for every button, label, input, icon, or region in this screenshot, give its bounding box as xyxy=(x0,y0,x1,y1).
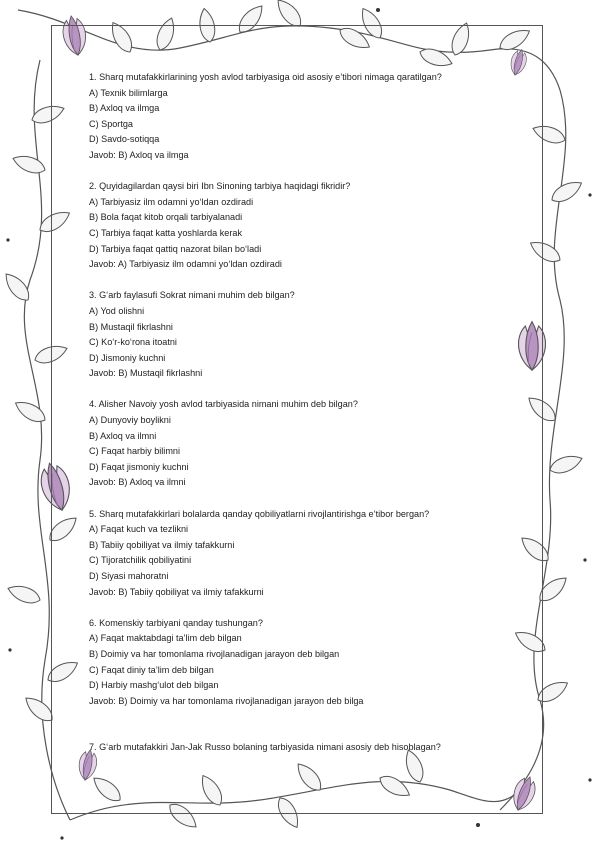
question-text: 6. Komenskiy tarbiyani qanday tushungan? xyxy=(89,617,263,628)
quiz-content xyxy=(89,70,469,772)
option-d: D) Faqat jismoniy kuchni xyxy=(89,461,189,472)
answer-text: Javob: B) Tabiiy qobiliyat va ilmiy tafakkurni xyxy=(89,586,264,597)
option-b: B) Mustaqil fikrlashni xyxy=(89,321,173,332)
option-b: B) Tabiiy qobiliyat va ilmiy tafakkurni xyxy=(89,539,235,550)
option-d: D) Savdo-sotiqqa xyxy=(89,134,160,145)
answer-text: Javob: B) Mustaqil fikrlashni xyxy=(89,368,203,379)
option-a: A) Tarbiyasiz ilm odamni yo‘ldan ozdiradi xyxy=(89,196,254,207)
question-block-7 xyxy=(89,740,469,756)
option-d: D) Siyasi mahoratni xyxy=(89,571,169,581)
option-d: D) Jismoniy kuchni xyxy=(89,352,166,363)
answer-text: Javob: A) Tarbiyasiz ilm odamni yo‘ldan ozdiradi xyxy=(89,259,282,270)
option-a: A) Yod olishni xyxy=(89,305,145,316)
option-c: C) Ko‘r-ko‘rona itoatni xyxy=(89,337,177,348)
question-text: 4. Alisher Navoiy yosh avlod tarbiyasida nimani muhim deb bilgan? xyxy=(89,399,358,410)
question-block-2 xyxy=(89,179,469,273)
question-block-4 xyxy=(89,397,469,491)
option-d: D) Tarbiya faqat qattiq nazorat bilan bo‘ladi xyxy=(89,243,262,254)
option-a: A) Faqat kuch va tezlikni xyxy=(89,524,189,535)
question-block-5 xyxy=(89,507,469,601)
option-c: C) Tarbiya faqat katta yoshlarda kerak xyxy=(89,227,242,238)
answer-text: Javob: B) Axloq va ilmga xyxy=(89,149,189,160)
option-a: A) Dunyoviy boylikni xyxy=(89,415,171,426)
option-b: B) Axloq va ilmni xyxy=(89,430,157,441)
question-block-6 xyxy=(89,616,469,710)
question-text: 1. Sharq mutafakkirlarining yosh avlod tarbiyasiga oid asosiy e’tibori nimaga qaratilgan? xyxy=(89,72,442,82)
option-b: B) Bola faqat kitob orqali tarbiyalanadi xyxy=(89,212,243,223)
option-c: C) Sportga xyxy=(89,118,133,129)
option-c: C) Tijoratchilik qobiliyatini xyxy=(89,555,192,566)
option-b: B) Axloq va ilmga xyxy=(89,103,160,114)
question-text: 7. G‘arb mutafakkiri Jan-Jak Russo bolaning tarbiyasida nimani asosiy deb hisoblagan? xyxy=(89,742,441,753)
answer-text: Javob: B) Doimiy va har tomonlama rivojlanadigan jarayon deb bilga xyxy=(89,695,364,706)
question-text: 2. Quyidagilardan qaysi biri Ibn Sinoning tarbiya haqidagi fikridir? xyxy=(89,181,351,192)
answer-text: Javob: B) Axloq va ilmni xyxy=(89,477,186,488)
option-c: C) Faqat harbiy bilimni xyxy=(89,446,180,457)
question-text: 3. G‘arb faylasufi Sokrat nimani muhim deb bilgan? xyxy=(89,290,295,301)
option-a: A) Texnik bilimlarga xyxy=(89,87,168,98)
question-block-3 xyxy=(89,288,469,382)
option-b: B) Doimiy va har tomonlama rivojlanadigan jarayon deb bilgan xyxy=(89,648,340,659)
option-d: D) Harbiy mashg‘ulot deb bilgan xyxy=(89,680,219,691)
option-c: C) Faqat diniy ta’lim deb bilgan xyxy=(89,664,214,675)
question-block-1 xyxy=(89,70,469,164)
question-text: 5. Sharq mutafakkirlari bolalarda qanday qobiliyatlarni rivojlantirishga e’tibor bergan? xyxy=(89,508,430,519)
option-a: A) Faqat maktabdagi ta’lim deb bilgan xyxy=(89,633,242,644)
